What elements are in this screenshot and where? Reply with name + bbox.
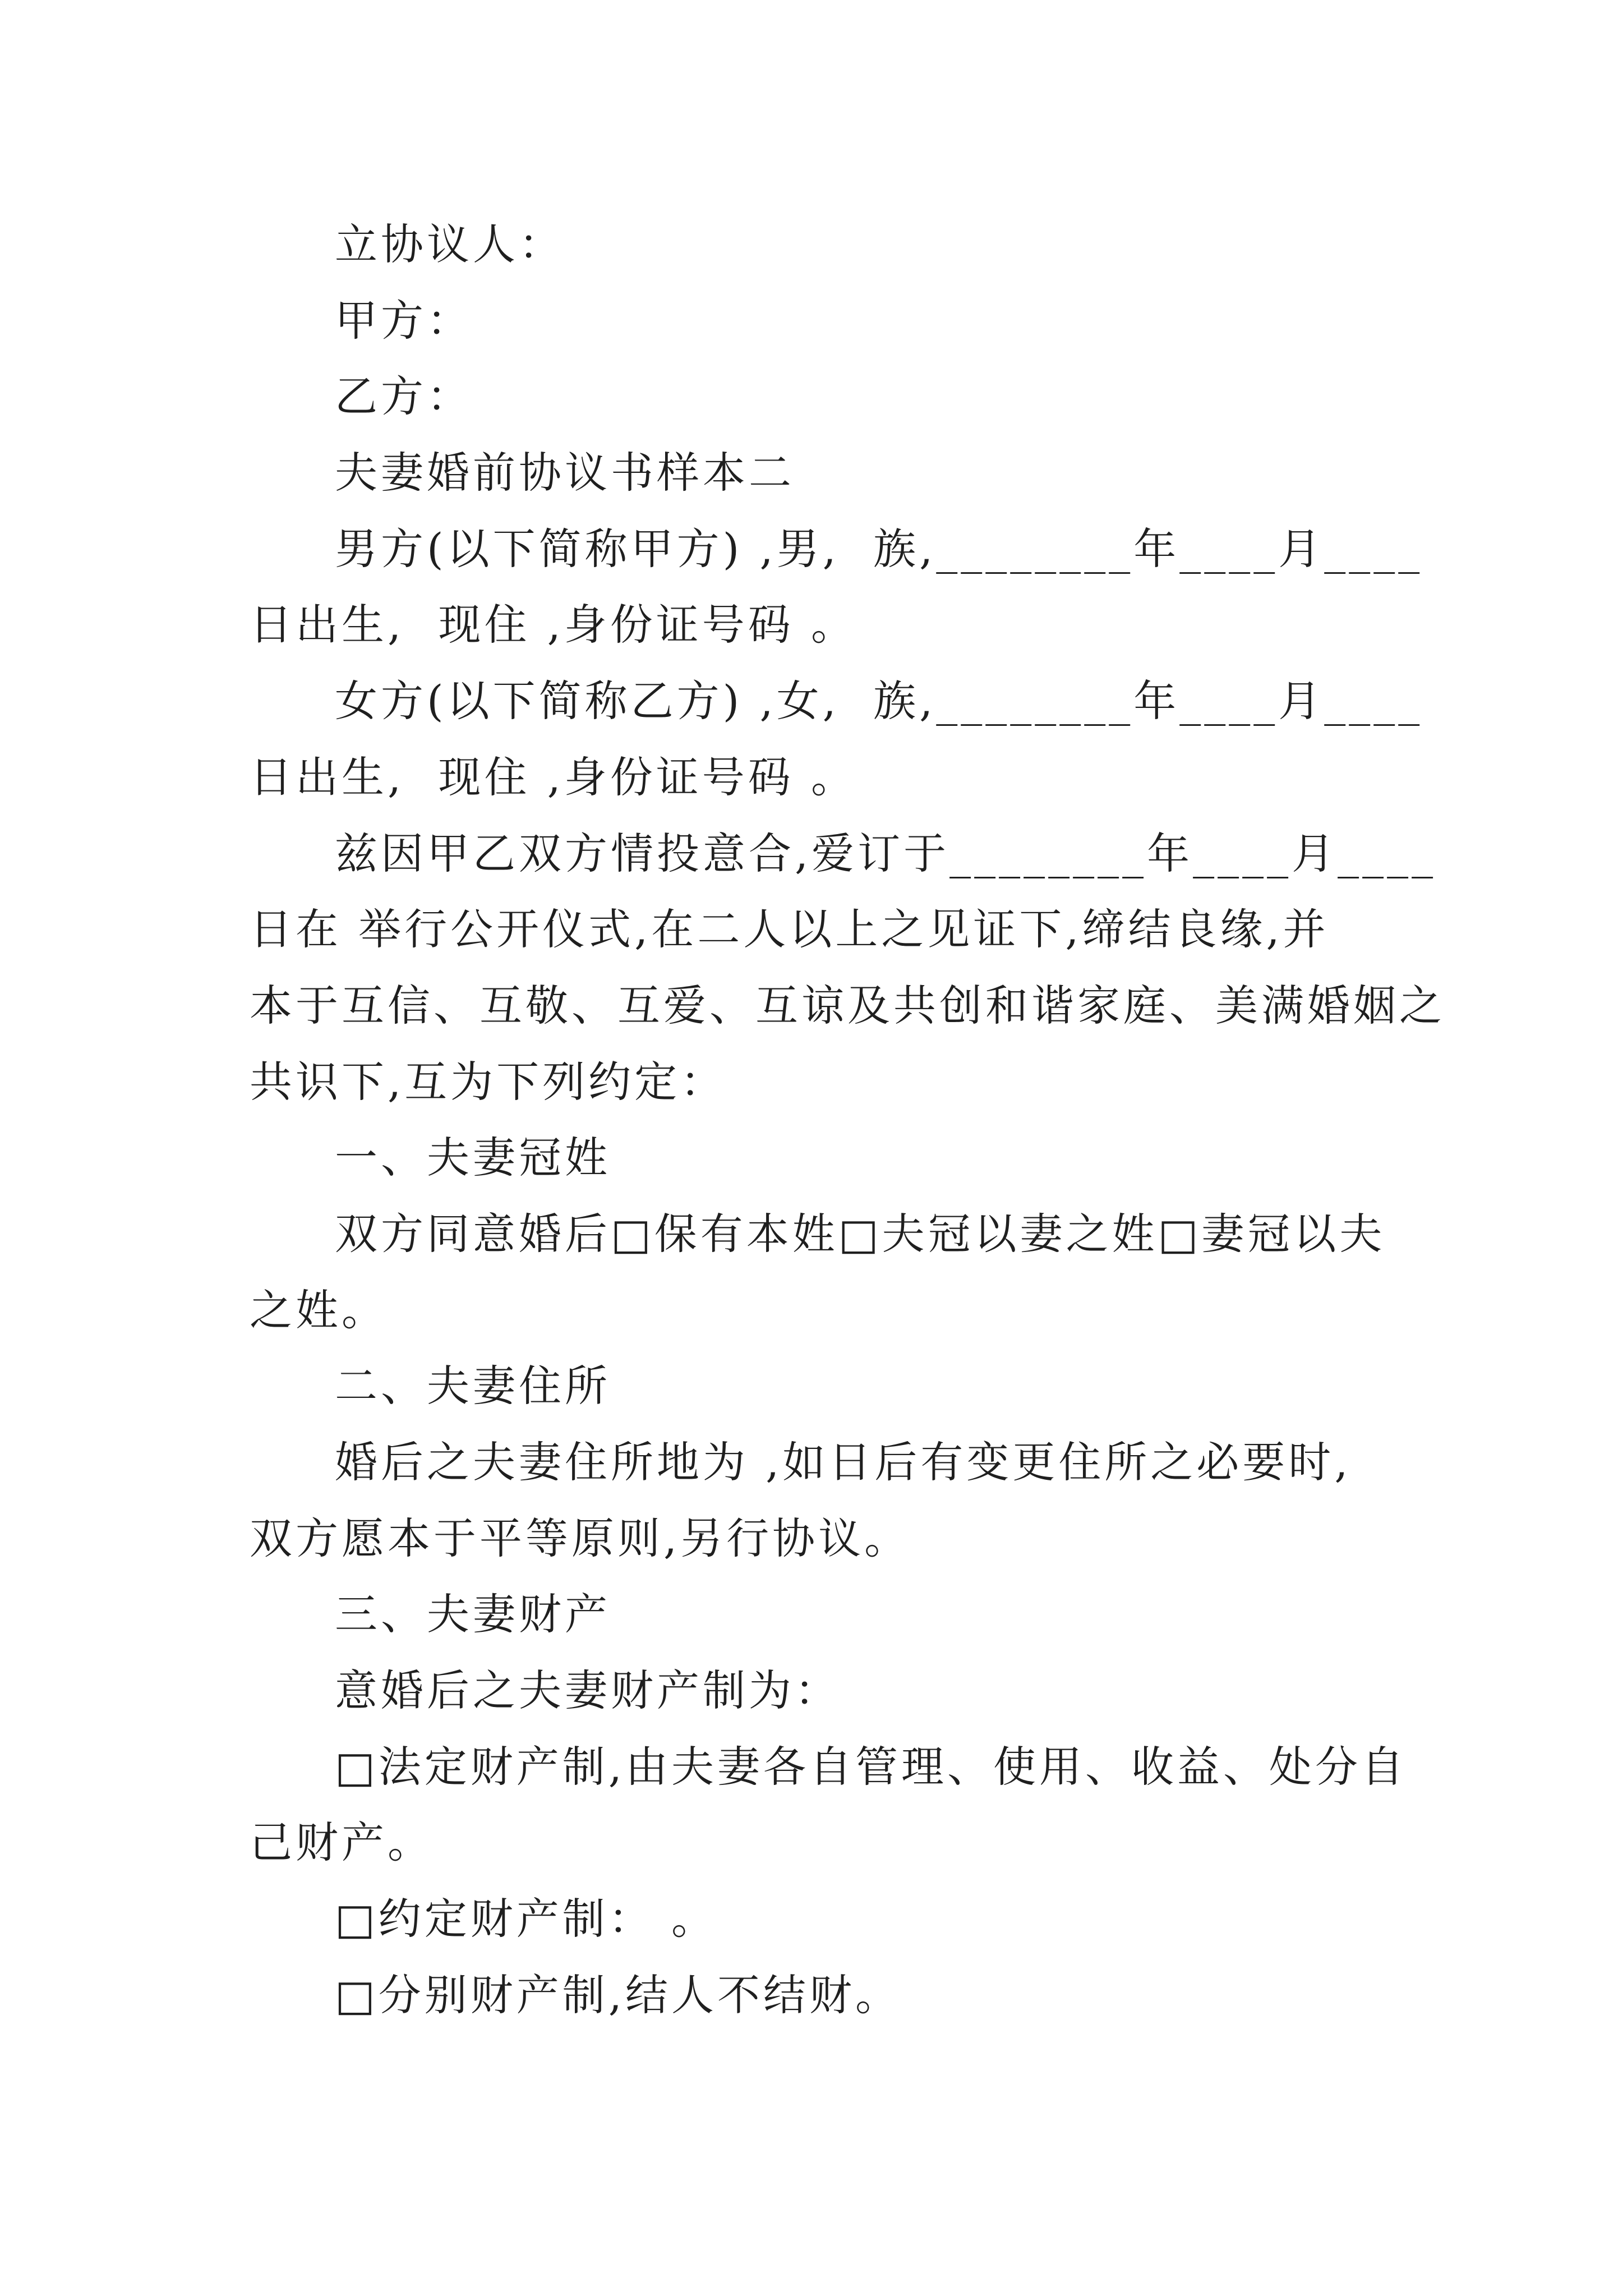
female-party-line-continued: 日出生, 现住 ,身份证号码 。 — [250, 752, 857, 802]
preamble-line: 本于互信、互敬、互爱、互谅及共创和谐家庭、美满婚姻之 — [250, 980, 1445, 1030]
preamble-line: 兹因甲乙双方情投意合,爱订于________年____月____ — [335, 828, 1437, 878]
document-body — [250, 206, 1445, 2033]
property-option-statutory-continued: 己财产。 — [250, 1818, 434, 1868]
property-option-agreed: □约定财产制： 。 — [335, 1894, 717, 1944]
surname-clause-continued: 之姓。 — [250, 1285, 388, 1335]
preamble-line: 共识下,互为下列约定： — [250, 1056, 727, 1107]
agreement-parties-heading: 立协议人： — [335, 219, 565, 269]
property-option-separate: □分别财产制,结人不结财。 — [335, 1970, 901, 2020]
male-party-line-continued: 日出生, 现住 ,身份证号码 。 — [250, 600, 857, 650]
male-party-line: 男方(以下简称甲方) ,男, 族,________年____月____ — [335, 523, 1423, 574]
party-a-label: 甲方： — [335, 295, 473, 346]
preamble-line: 日在 举行公开仪式,在二人以上之见证下,缔结良缘,并 — [250, 904, 1329, 955]
surname-clause: 双方同意婚后□保有本姓□夫冠以妻之姓□妻冠以夫 — [335, 1208, 1386, 1259]
section-heading-surname: 一、夫妻冠姓 — [335, 1133, 611, 1183]
section-heading-property: 三、夫妻财产 — [335, 1589, 611, 1640]
female-party-line: 女方(以下简称乙方) ,女, 族,________年____月____ — [335, 676, 1423, 726]
document-title: 夫妻婚前协议书样本二 — [335, 448, 795, 498]
property-option-statutory: □法定财产制,由夫妻各自管理、使用、收益、处分自 — [335, 1741, 1407, 1792]
property-clause-intro: 意婚后之夫妻财产制为： — [335, 1665, 841, 1716]
party-b-label: 乙方： — [335, 371, 473, 422]
residence-clause-continued: 双方愿本于平等原则,另行协议。 — [250, 1513, 911, 1563]
section-heading-residence: 二、夫妻住所 — [335, 1361, 611, 1411]
residence-clause: 婚后之夫妻住所地为 ,如日后有变更住所之必要时, — [335, 1437, 1352, 1487]
